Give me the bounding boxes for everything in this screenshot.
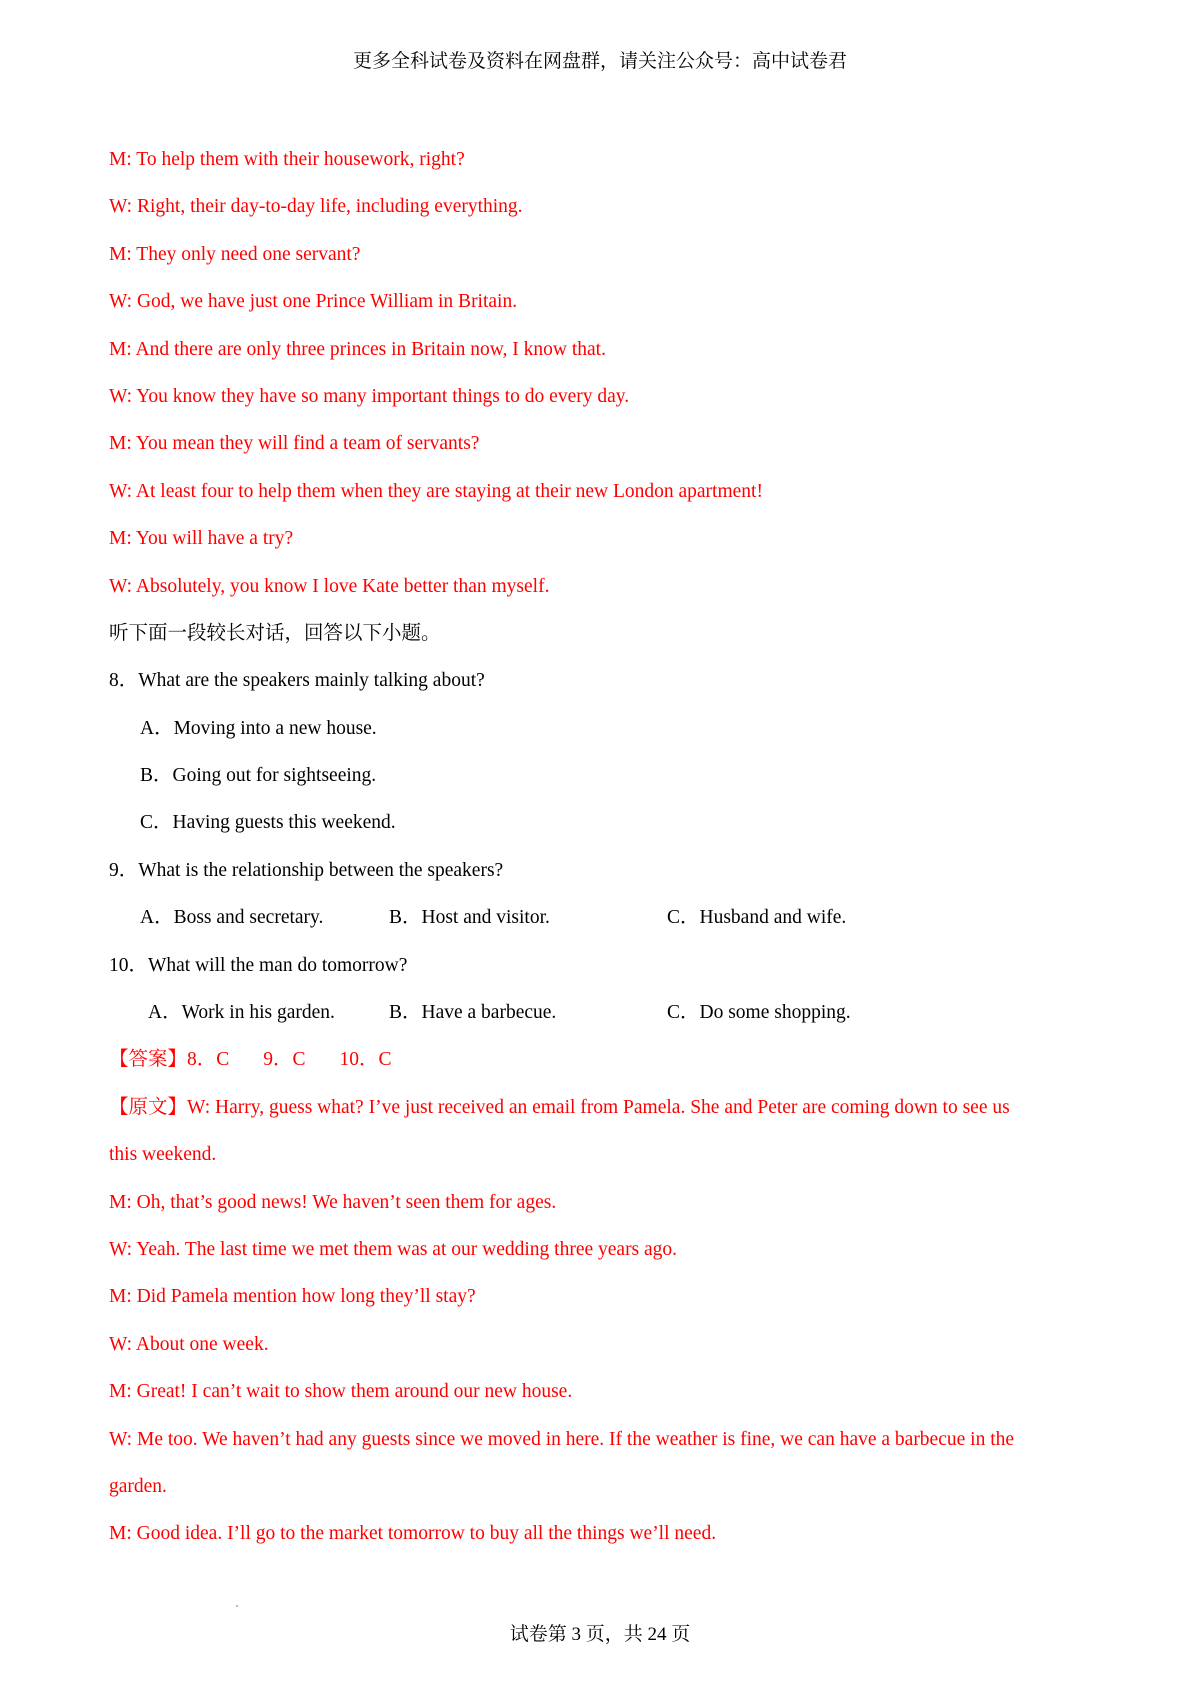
question-10-options bbox=[109, 1001, 1100, 1048]
answer-9: 9．C bbox=[263, 1049, 306, 1071]
transcript-continuation: garden. bbox=[109, 1475, 167, 1497]
question-9-option-c: C．Husband and wife. bbox=[667, 907, 847, 929]
answer-key bbox=[109, 1048, 1100, 1095]
question-10-option-a: A．Work in his garden. bbox=[148, 1002, 335, 1024]
dialogue-line: W: Right, their day-to-day life, including everything. bbox=[109, 196, 523, 218]
transcript-line: M: Good idea. I’ll go to the market tomorrow to buy all the things we’ll need. bbox=[109, 1523, 717, 1545]
transcript-tag: 【原文】 bbox=[109, 1096, 188, 1118]
answer-tag: 【答案】 bbox=[109, 1049, 188, 1071]
dialogue-line: M: You will have a try? bbox=[109, 528, 294, 550]
transcript-line: M: Did Pamela mention how long they’ll stay? bbox=[109, 1286, 476, 1308]
question-8-option-a: A．Moving into a new house. bbox=[140, 717, 377, 739]
dialogue-line: W: Absolutely, you know I love Kate better than myself. bbox=[109, 575, 550, 597]
answer-10: 10．C bbox=[339, 1049, 392, 1071]
dialogue-line: M: To help them with their housework, right? bbox=[109, 149, 465, 170]
dialogue-line: M: They only need one servant? bbox=[109, 243, 361, 265]
transcript-line: M: Great! I can’t wait to show them around our new house. bbox=[109, 1381, 573, 1403]
transcript-continuation: this weekend. bbox=[109, 1144, 217, 1166]
question-9-options bbox=[109, 906, 1100, 953]
question-10-option-b: B．Have a barbecue. bbox=[389, 1002, 557, 1024]
dialogue-line: W: You know they have so many important things to do every day. bbox=[109, 385, 630, 407]
answer-8: 8．C bbox=[187, 1049, 230, 1071]
question-9-option-b: B．Host and visitor. bbox=[389, 907, 550, 929]
transcript-line: W: Yeah. The last time we met them was at our wedding three years ago. bbox=[109, 1238, 678, 1260]
transcript-text: W: Harry, guess what? I’ve just received an email from Pamela. She and Peter are coming down to see us bbox=[187, 1096, 1010, 1118]
question-10-option-c: C．Do some shopping. bbox=[667, 1002, 851, 1024]
question-9-option-a: A．Boss and secretary. bbox=[140, 907, 324, 929]
section-instruction: 听下面一段较长对话，回答以下小题。 bbox=[109, 622, 441, 644]
page-footer: 试卷第 3 页，共 24 页 bbox=[509, 1624, 691, 1645]
dialogue-line: W: At least four to help them when they are staying at their new London apartment! bbox=[109, 480, 763, 502]
transcript-line: W: Me too. We haven’t had any guests since we moved in here. If the weather is fine, we can have a barbecue in the bbox=[109, 1428, 1015, 1450]
dialogue-line: M: And there are only three princes in Britain now, I know that. bbox=[109, 338, 606, 360]
question-9-stem: 9．What is the relationship between the speakers? bbox=[109, 859, 504, 881]
page-content bbox=[109, 148, 1100, 1570]
question-8-option-b: B．Going out for sightseeing. bbox=[140, 765, 377, 787]
dialogue-line: W: God, we have just one Prince William in Britain. bbox=[109, 291, 518, 313]
dialogue-line: M: You mean they will find a team of servants? bbox=[109, 433, 480, 455]
scan-speck bbox=[236, 1605, 238, 1607]
question-10-stem: 10．What will the man do tomorrow? bbox=[109, 954, 408, 976]
question-8-option-c: C．Having guests this weekend. bbox=[140, 812, 396, 834]
page-header: 更多全科试卷及资料在网盘群，请关注公众号：高中试卷君 bbox=[352, 51, 847, 72]
transcript-line: W: About one week. bbox=[109, 1333, 269, 1355]
transcript-line: M: Oh, that’s good news! We haven’t seen them for ages. bbox=[109, 1191, 557, 1213]
transcript-first-line bbox=[109, 1096, 1100, 1143]
question-8-stem: 8．What are the speakers mainly talking about? bbox=[109, 670, 485, 692]
